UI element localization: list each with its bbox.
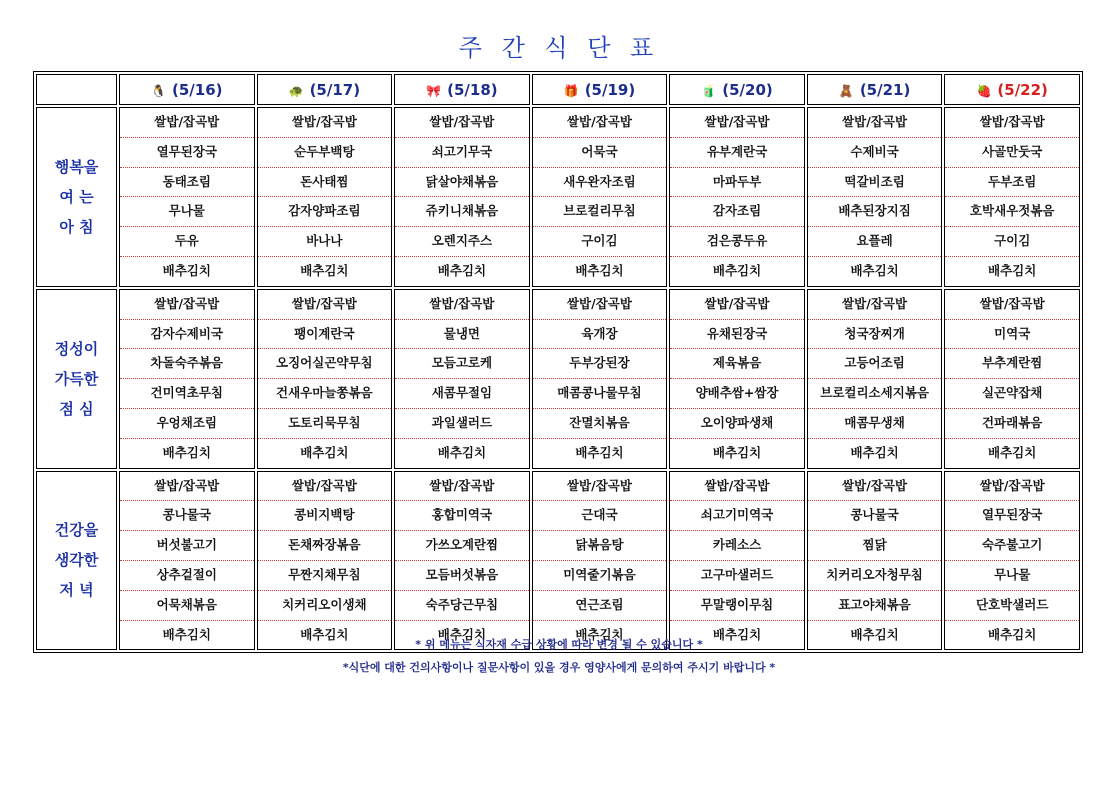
day-meal-cell [257,471,393,651]
dish-item: 건미역초무침 [120,379,254,409]
dish-item: 숙주당근무침 [395,591,529,621]
dish-item: 양배추쌈+쌈장 [670,379,804,409]
day-header [257,74,393,105]
dish-item: 쌀밥/잡곡밥 [808,290,942,320]
dish-item: 마파두부 [670,168,804,198]
dish-item: 배추김치 [300,444,349,460]
dish-item: 배추김치 [850,262,899,278]
dish-item: 모듬고로케 [395,349,529,379]
day-header [944,74,1080,105]
meal-label-line: 여 는 [59,187,94,206]
day-meal-cell [394,471,530,651]
dish-item: 감자수제비국 [120,320,254,350]
dish-item: 콩나물국 [120,501,254,531]
dish-item: 배추김치 [300,262,349,278]
dish-item: 무짠지채무침 [258,561,392,591]
dish-item: 오징어실곤약무침 [258,349,392,379]
day-mascot-icon: 🍓 [976,83,992,98]
dish-item: 열무된장국 [945,501,1079,531]
dish-item: 배추김치 [575,444,624,460]
day-meal-cell [669,107,805,287]
day-meal-cell [807,471,943,651]
dish-item: 치커리오이생채 [258,591,392,621]
dish-item: 오이양파생채 [670,409,804,439]
meal-label-line: 행복을 [54,157,99,176]
dish-item: 배추김치 [162,626,211,642]
dish-item: 배추김치 [988,444,1037,460]
dish-item: 돈채짜장볶음 [258,531,392,561]
dish-item: 단호박샐러드 [945,591,1079,621]
dish-item: 두부강된장 [533,349,667,379]
dish-item: 고등어조림 [808,349,942,379]
day-meal-cell [532,289,668,469]
dish-item: 육개장 [533,320,667,350]
dish-item: 배추김치 [712,262,762,278]
dish-item: 요플레 [808,227,942,257]
dish-item: 가쓰오계란찜 [395,531,529,561]
day-date-label: (5/17) [309,80,361,99]
day-meal-cell [944,107,1080,287]
day-meal-cell [669,289,805,469]
dish-item: 쌀밥/잡곡밥 [670,108,804,138]
dish-item: 배추김치 [162,444,211,460]
dish-item: 바나나 [258,227,392,257]
dish-item: 돈사태찜 [258,168,392,198]
day-mascot-icon: 🎀 [426,83,442,98]
day-mascot-icon: 🎁 [563,83,579,98]
dish-item: 쌀밥/잡곡밥 [945,290,1079,320]
day-meal-cell [394,289,530,469]
dish-item: 콩비지백탕 [258,501,392,531]
day-meal-cell [532,107,668,287]
dish-item: 배추김치 [850,444,899,460]
dish-item: 실곤약잡채 [945,379,1079,409]
day-header [669,74,805,105]
dish-item: 쌀밥/잡곡밥 [120,108,254,138]
day-meal-cell [532,471,668,651]
meal-label-line: 아 침 [59,217,94,236]
dish-item: 오렌지주스 [395,227,529,257]
dish-item: 우엉채조림 [120,409,254,439]
dish-item: 매콤무생채 [808,409,942,439]
day-header [394,74,530,105]
dish-item: 쌀밥/잡곡밥 [670,472,804,502]
dish-item: 동태조림 [120,168,254,198]
dish-item: 두유 [120,227,254,257]
meal-row [36,289,1080,469]
dish-item: 브로컬리소세지볶음 [808,379,942,409]
dish-item: 구이김 [945,227,1079,257]
meal-row [36,107,1080,287]
day-meal-cell [257,107,393,287]
day-date-label: (5/22) [997,80,1048,99]
dish-item: 호박새우젓볶음 [945,197,1079,227]
meal-label-line: 정성이 [54,339,99,358]
dish-item: 어묵채볶음 [120,591,254,621]
day-mascot-icon: 🐧 [151,83,166,98]
dish-item: 찜닭 [808,531,942,561]
day-meal-cell [257,289,393,469]
dish-item: 배추김치 [437,626,487,642]
dish-item: 쌀밥/잡곡밥 [808,108,942,138]
day-meal-cell [119,107,255,287]
day-meal-cell [119,471,255,651]
dish-item: 치커리오자청무침 [808,561,942,591]
dish-item: 배추김치 [575,262,624,278]
dish-item: 쌀밥/잡곡밥 [120,472,254,502]
dish-item: 쌀밥/잡곡밥 [533,108,667,138]
dish-item: 배추김치 [437,262,487,278]
dish-item: 쌀밥/잡곡밥 [533,290,667,320]
dish-item: 무나물 [945,561,1079,591]
dish-item: 배추김치 [300,626,349,642]
dish-item: 검은콩두유 [670,227,804,257]
dish-item: 배추김치 [162,262,211,278]
dish-item: 홍합미역국 [395,501,529,531]
dish-item: 무말랭이무침 [670,591,804,621]
dish-item: 쌀밥/잡곡밥 [395,290,529,320]
day-date-label: (5/16) [172,80,223,99]
dish-item: 쌀밥/잡곡밥 [395,108,529,138]
weekly-menu-table [33,71,1083,653]
dish-item: 브로컬리무침 [533,197,667,227]
meal-label-line: 가득한 [54,369,99,388]
dish-item: 팽이계란국 [258,320,392,350]
dish-item: 과일샐러드 [395,409,529,439]
dish-item: 쌀밥/잡곡밥 [258,108,392,138]
dish-item: 잔멸치볶음 [533,409,667,439]
dish-item: 배추김치 [988,262,1037,278]
notice-menu-change: * 위 메뉴는 식자재 수급 상황에 따라 변경 될 수 있습니다 * [415,638,703,651]
day-header [119,74,255,105]
meal-label-line: 점 심 [59,399,94,418]
dish-item: 무나물 [120,197,254,227]
dish-item: 미역국 [945,320,1079,350]
meal-label [36,107,117,287]
dish-item: 배추김치 [575,626,624,642]
day-meal-cell [944,289,1080,469]
dish-item: 닭볶음탕 [533,531,667,561]
dish-item: 표고야채볶음 [808,591,942,621]
page-title: 주 간 식 단 표 [458,34,660,62]
dish-item: 배추된장지짐 [808,197,942,227]
dish-item: 새콤무절임 [395,379,529,409]
dish-item: 카레소스 [670,531,804,561]
meal-label [36,471,117,651]
dish-item: 쇠고기무국 [395,138,529,168]
day-mascot-icon: 🧸 [838,83,854,98]
dish-item: 건새우마늘쫑볶음 [258,379,392,409]
dish-item: 쌀밥/잡곡밥 [533,472,667,502]
dish-item: 도토리묵무침 [258,409,392,439]
meal-label-line: 건강을 [54,521,99,540]
dish-item: 순두부백탕 [258,138,392,168]
day-header [807,74,943,105]
notice-contact-dietitian: *식단에 대한 건의사항이나 질문사항이 있을 경우 영양사에게 문의하여 주시기 바랍니다 * [342,661,776,674]
header-row [36,74,1080,105]
dish-item: 모듬버섯볶음 [395,561,529,591]
dish-item: 새우완자조림 [533,168,667,198]
dish-item: 사골만둣국 [945,138,1079,168]
day-meal-cell [669,471,805,651]
dish-item: 닭살야채볶음 [395,168,529,198]
dish-item: 배추김치 [850,626,899,642]
dish-item: 매콤콩나물무침 [533,379,667,409]
dish-item: 쌀밥/잡곡밥 [120,290,254,320]
meal-label-line: 저 녁 [59,581,94,600]
corner-cell [36,74,117,105]
day-date-label: (5/18) [447,80,498,99]
dish-item: 배추김치 [988,626,1037,642]
day-meal-cell [119,289,255,469]
meal-label-line: 생각한 [54,551,99,570]
dish-item: 고구마샐러드 [670,561,804,591]
dish-item: 콩나물국 [808,501,942,531]
dish-item: 구이김 [533,227,667,257]
dish-item: 쌀밥/잡곡밥 [670,290,804,320]
dish-item: 차돌숙주볶음 [120,349,254,379]
dish-item: 쌀밥/잡곡밥 [258,290,392,320]
dish-item: 쌀밥/잡곡밥 [395,472,529,502]
dish-item: 감자양파조림 [258,197,392,227]
dish-item: 떡갈비조림 [808,168,942,198]
meal-label [36,289,117,469]
day-meal-cell [944,471,1080,651]
dish-item: 제육볶음 [670,349,804,379]
dish-item: 쌀밥/잡곡밥 [258,472,392,502]
day-meal-cell [807,289,943,469]
day-meal-cell [394,107,530,287]
day-mascot-icon: 🐢 [288,83,304,98]
dish-item: 쌀밥/잡곡밥 [945,472,1079,502]
dish-item: 유부계란국 [670,138,804,168]
dish-item: 배추김치 [712,626,762,642]
dish-item: 쥬키니채볶음 [395,197,529,227]
dish-item: 수제비국 [808,138,942,168]
dish-item: 쌀밥/잡곡밥 [808,472,942,502]
dish-item: 물냉면 [395,320,529,350]
dish-item: 감자조림 [670,197,804,227]
dish-item: 배추김치 [437,444,487,460]
dish-item: 쌀밥/잡곡밥 [945,108,1079,138]
day-date-label: (5/20) [722,80,773,99]
dish-item: 쇠고기미역국 [670,501,804,531]
dish-item: 연근조림 [533,591,667,621]
dish-item: 유채된장국 [670,320,804,350]
dish-item: 열무된장국 [120,138,254,168]
dish-item: 숙주불고기 [945,531,1079,561]
day-date-label: (5/21) [859,80,911,99]
dish-item: 버섯불고기 [120,531,254,561]
dish-item: 어묵국 [533,138,667,168]
dish-item: 청국장찌개 [808,320,942,350]
meal-row [36,471,1080,651]
day-mascot-icon: 🧃 [701,83,717,98]
dish-item: 상추겉절이 [120,561,254,591]
dish-item: 부추계란찜 [945,349,1079,379]
dish-item: 미역줄기볶음 [533,561,667,591]
dish-item: 배추김치 [712,444,762,460]
day-header [532,74,668,105]
day-meal-cell [807,107,943,287]
day-date-label: (5/19) [584,80,636,99]
dish-item: 건파래볶음 [945,409,1079,439]
dish-item: 근대국 [533,501,667,531]
dish-item: 두부조림 [945,168,1079,198]
